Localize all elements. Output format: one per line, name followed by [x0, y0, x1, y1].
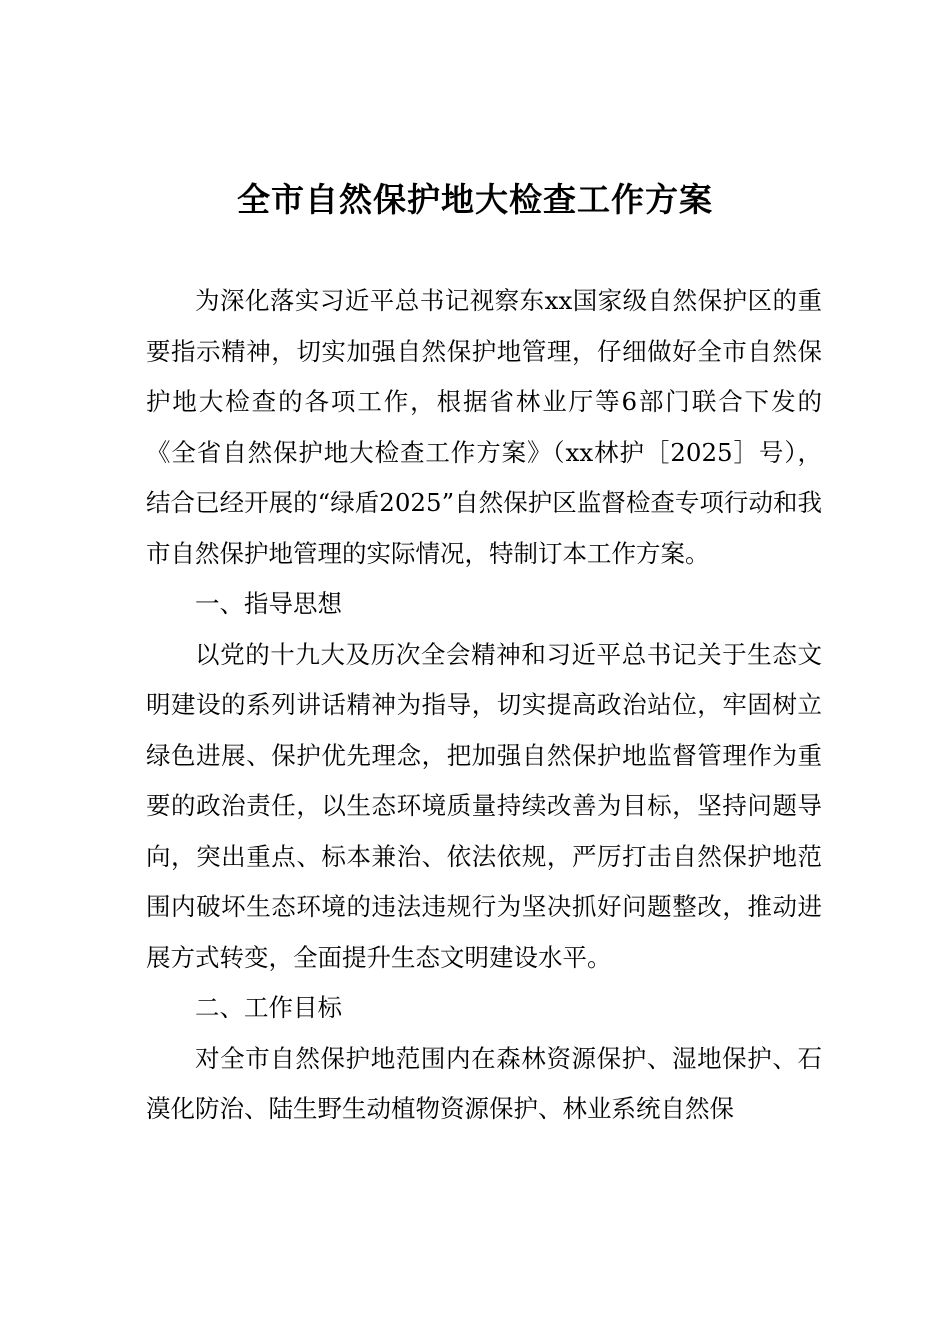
document-body [146, 276, 822, 1135]
work-goals-paragraph: 对全市自然保护地范围内在森林资源保护、湿地保护、石漠化防治、陆生野生动植物资源保护、林业系统自然保 [146, 1043, 822, 1123]
intro-paragraph: 为深化落实习近平总书记视察东xx国家级自然保护区的重要指示精神，切实加强自然保护地管理，仔细做好全市自然保护地大检查的各项工作，根据省林业厅等6部门联合下发的《全省自然保护地大检查工作方案》（xx林护［2025］号），结合已经开展的“绿盾2025”自然保护区监督检查专项行动和我市自然保护地管理的实际情况，特制订本工作方案。 [146, 286, 822, 568]
section-heading-guiding-thought: 一、指导思想 [195, 589, 342, 618]
document-title: 全市自然保护地大检查工作方案 [237, 180, 713, 219]
guiding-thought-paragraph: 以党的十九大及历次全会精神和习近平总书记关于生态文明建设的系列讲话精神为指导，切实提高政治站位，牢固树立绿色进展、保护优先理念，把加强自然保护地监督管理作为重要的政治责任，以生态环境质量持续改善为目标，坚持问题导向，突出重点、标本兼治、依法依规，严厉打击自然保护地范围内破坏生态环境的违法违规行为坚决抓好问题整改，推动进展方式转变，全面提升生态文明建设水平。 [146, 639, 822, 972]
section-heading-work-goals: 二、工作目标 [195, 993, 342, 1022]
